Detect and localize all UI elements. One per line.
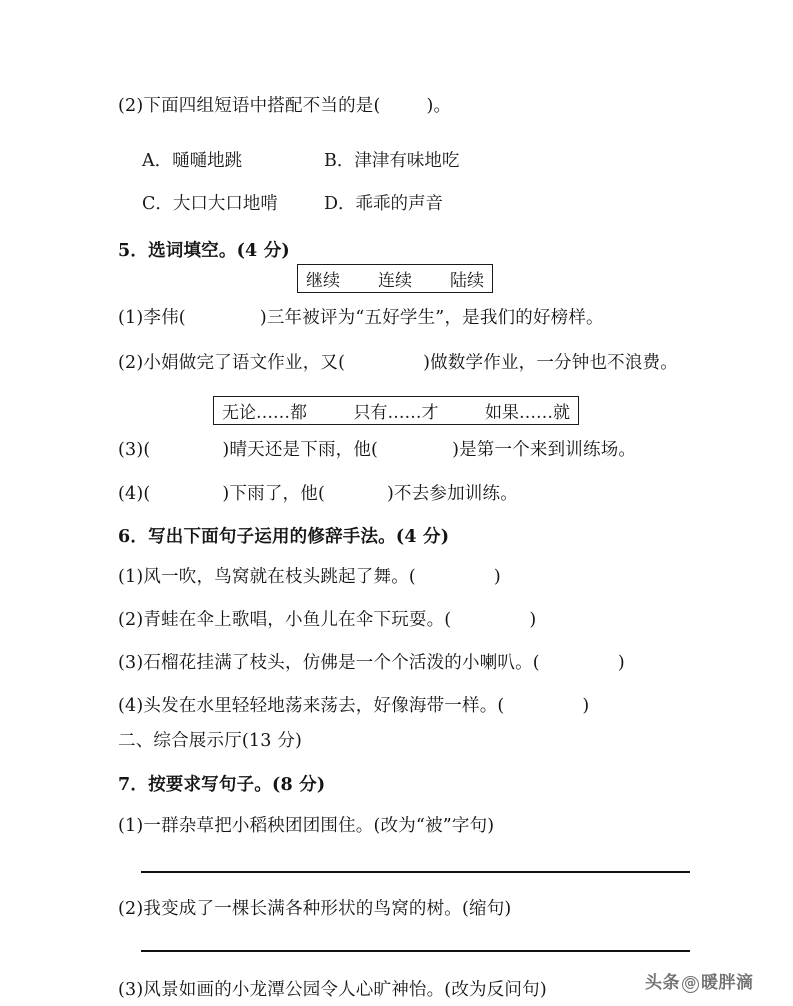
word-bank-2-item-1[interactable]: 只有……才 (353, 403, 439, 423)
question-6-item-3-text: 石榴花挂满了枝头，仿佛是一个个活泼的小喇叭。( (143, 653, 540, 673)
question-5-number: 5． (118, 241, 149, 261)
option-c[interactable] (142, 190, 278, 215)
question-7-item-1-text: 一群杂草把小稻秧团团围住。(改为“被”字句) (143, 816, 495, 836)
question-7-item-2-label: (2) (118, 899, 144, 919)
option-c-label: C． (142, 194, 173, 214)
question-6-item-4-text: 头发在水里轻轻地荡来荡去，好像海带一样。( (143, 696, 505, 716)
question-4-2-tail: )。 (426, 96, 452, 116)
question-6-item-4-label: (4) (118, 696, 144, 716)
question-5-item-2-label: (2) (118, 353, 144, 373)
question-6-item-2-text: 青蛙在伞上歌唱，小鱼儿在伞下玩耍。( (143, 610, 452, 630)
section-2-heading: 二、综合展示厅(13 分) (118, 731, 303, 751)
question-5-item-4 (118, 486, 518, 504)
answer-line-7-1[interactable] (141, 871, 690, 873)
question-5-points: (4 分) (236, 241, 290, 261)
question-6-item-3-label: (3) (118, 653, 144, 673)
at-sign-icon: @ (682, 976, 699, 993)
option-a-label: A． (142, 151, 173, 171)
question-4-2-text: 下面四组短语中搭配不当的是( (143, 96, 381, 116)
question-5-item-2-mid: )做数学作业，一分钟也不浪费。 (423, 353, 678, 373)
word-bank-1-item-0[interactable]: 继续 (306, 271, 340, 291)
question-6-item-2-label: (2) (118, 610, 144, 630)
question-7-item-1 (118, 818, 494, 836)
option-a[interactable] (142, 147, 242, 172)
option-b-text: 津津有味地吃 (354, 151, 460, 171)
question-6-number: 6． (118, 527, 149, 547)
question-6-title: 写出下面句子运用的修辞手法。 (148, 527, 396, 547)
question-6-item-2-tail: ) (529, 610, 537, 630)
question-5-item-3-label: (3) (118, 440, 144, 460)
option-d[interactable] (324, 190, 443, 215)
question-5-item-3-post: )是第一个来到训练场。 (452, 440, 637, 460)
question-7-item-3-label: (3) (118, 980, 144, 1000)
question-5-item-4-post: )不去参加训练。 (386, 484, 518, 504)
question-5-item-3-pre: ( (143, 440, 151, 460)
watermark (645, 968, 754, 993)
question-6-heading (118, 529, 449, 547)
question-7-item-3-text: 风景如画的小龙潭公园令人心旷神怡。(改为反问句) (143, 980, 547, 1000)
question-7-points: (8 分) (271, 775, 326, 795)
word-bank-continuation (297, 264, 493, 293)
question-6-item-1-text: 风一吹，鸟窝就在枝头跳起了舞。( (143, 567, 416, 587)
question-4-2-label: (2) (118, 96, 144, 116)
word-bank-1-item-1[interactable]: 连续 (378, 271, 412, 291)
option-a-text: 嗵嗵地跳 (172, 151, 243, 171)
watermark-prefix: 头条 (645, 973, 680, 993)
question-6-item-1 (118, 569, 501, 587)
question-7-item-3 (118, 982, 547, 1000)
option-d-label: D． (324, 194, 356, 214)
question-7-number: 7． (118, 775, 149, 795)
question-5-item-4-mid: )下雨了，他( (222, 484, 325, 504)
question-4-2-stem (118, 98, 451, 116)
question-5-item-2-pre: 小娟做完了语文作业，又( (143, 353, 346, 373)
question-7-item-2 (118, 901, 511, 919)
question-7-item-2-text: 我变成了一棵长满各种形状的鸟窝的树。(缩句) (143, 899, 512, 919)
word-bank-2-item-0[interactable]: 无论……都 (222, 403, 307, 423)
question-6-item-3-tail: ) (617, 653, 625, 673)
word-bank-conjunctions (213, 396, 579, 425)
word-bank-1-item-2[interactable]: 陆续 (450, 271, 484, 291)
question-5-item-3-mid: )晴天还是下雨，他( (222, 440, 379, 460)
question-6-item-1-label: (1) (118, 567, 144, 587)
question-5-item-4-label: (4) (118, 484, 144, 504)
option-b[interactable] (324, 147, 459, 172)
question-5-item-1 (118, 310, 604, 328)
question-6-item-1-tail: ) (493, 567, 501, 587)
question-5-title: 选词填空。 (148, 241, 237, 261)
question-7-item-1-label: (1) (118, 816, 144, 836)
option-c-text: 大口大口地啃 (172, 194, 278, 214)
question-7-heading (118, 777, 325, 795)
question-6-item-4 (118, 698, 589, 716)
question-6-item-3 (118, 655, 625, 673)
option-d-text: 乖乖的声音 (355, 194, 444, 214)
word-bank-2-item-2[interactable]: 如果……就 (485, 403, 570, 423)
watermark-handle: 暖胖滴 (701, 973, 754, 993)
question-6-points: (4 分) (395, 527, 450, 547)
question-5-item-3 (118, 442, 636, 460)
answer-line-7-2[interactable] (141, 950, 690, 952)
option-b-label: B． (324, 151, 355, 171)
question-5-item-4-pre: ( (143, 484, 151, 504)
question-5-item-1-pre: 李伟( (143, 308, 186, 328)
question-5-item-1-mid: )三年被评为“五好学生”，是我们的好榜样。 (259, 308, 604, 328)
question-6-item-4-tail: ) (582, 696, 590, 716)
question-5-item-1-label: (1) (118, 308, 144, 328)
question-6-item-2 (118, 612, 536, 630)
question-5-item-2 (118, 355, 678, 373)
question-7-title: 按要求写句子。 (148, 775, 272, 795)
question-5-heading (118, 243, 290, 261)
